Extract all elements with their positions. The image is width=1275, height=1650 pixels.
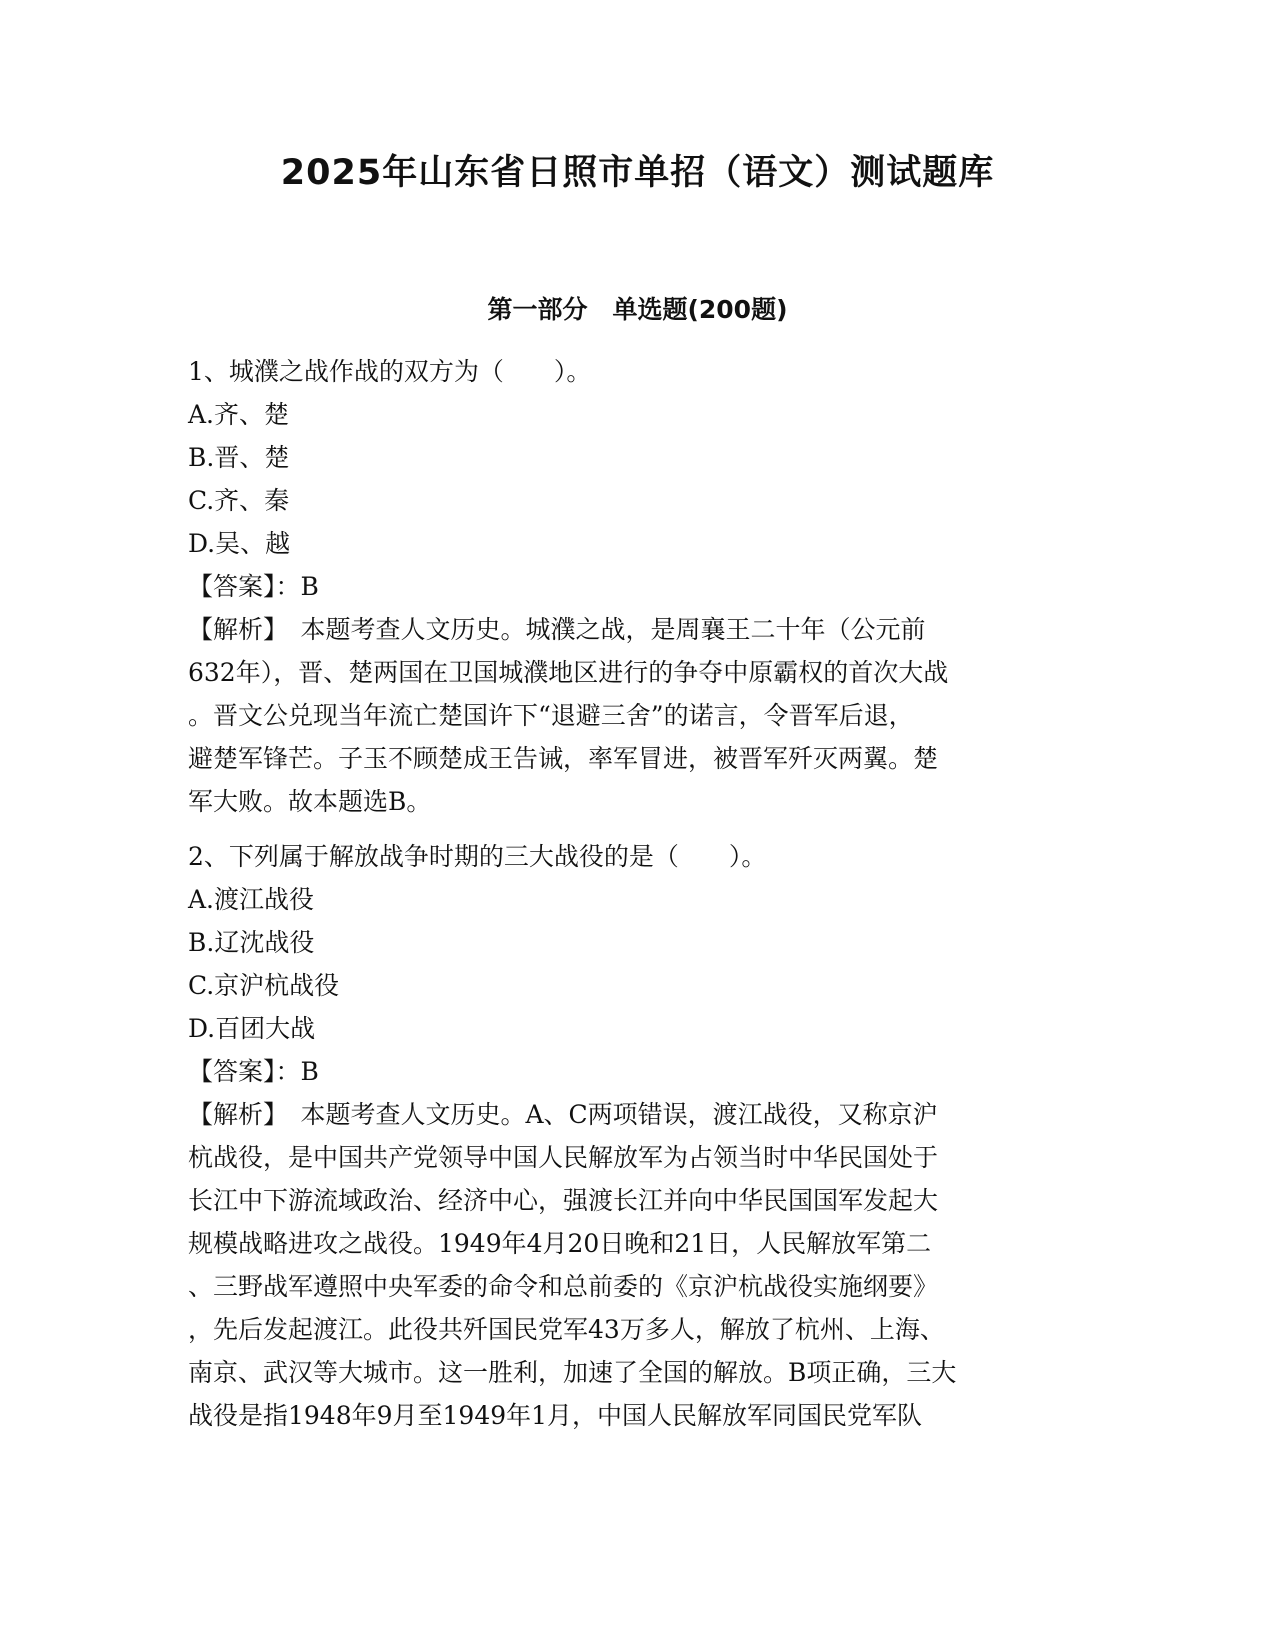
- document-title: 2025年山东省日照市单招（语文）测试题库: [280, 153, 995, 193]
- option-a: A.齐、楚: [188, 400, 290, 429]
- analysis-line: 南京、武汉等大城市。这一胜利，加速了全国的解放。B项正确，三大: [188, 1358, 957, 1387]
- analysis-line: 规模战略进攻之战役。1949年4月20日晚和21日，人民解放军第二: [188, 1229, 932, 1258]
- analysis-line: 军大败。故本题选B。: [188, 787, 432, 816]
- analysis-line: 【解析】 本题考查人文历史。城濮之战，是周襄王二十年（公元前: [188, 615, 926, 644]
- question-2: [188, 835, 1078, 1437]
- question-1: [188, 350, 1078, 823]
- option-d: D.百团大战: [188, 1014, 316, 1043]
- question-list: [188, 350, 1078, 1437]
- analysis-line: 战役是指1948年9月至1949年1月，中国人民解放军同国民党军队: [188, 1401, 923, 1430]
- section-title: 第一部分 单选题(200题): [487, 295, 788, 324]
- analysis-line: 避楚军锋芒。子玉不顾楚成王告诫，率军冒进，被晋军歼灭两翼。楚: [188, 744, 939, 773]
- analysis-line: 长江中下游流域政治、经济中心，强渡长江并向中华民国国军发起大: [188, 1186, 939, 1215]
- analysis-line: 【解析】 本题考查人文历史。A、C两项错误，渡江战役，又称京沪: [188, 1100, 938, 1129]
- option-b: B.晋、楚: [188, 443, 290, 472]
- option-c: C.京沪杭战役: [188, 971, 340, 1000]
- question-stem: 1、城濮之战作战的双方为（ ）。: [188, 357, 592, 386]
- question-spacer: [188, 823, 1078, 835]
- analysis-line: 、三野战军遵照中央军委的命令和总前委的《京沪杭战役实施纲要》: [188, 1272, 939, 1301]
- analysis-line: 杭战役，是中国共产党领导中国人民解放军为占领当时中华民国处于: [188, 1143, 939, 1172]
- answer: 【答案】：B: [188, 572, 319, 601]
- analysis-line: 。晋文公兑现当年流亡楚国许下“退避三舍”的诺言，令晋军后退，: [188, 701, 914, 730]
- option-a: A.渡江战役: [188, 885, 315, 914]
- question-stem: 2、下列属于解放战争时期的三大战役的是（ ）。: [188, 842, 767, 871]
- option-b: B.辽沈战役: [188, 928, 315, 957]
- option-d: D.吴、越: [188, 529, 291, 558]
- option-c: C.齐、秦: [188, 486, 290, 515]
- analysis-line: 632年），晋、楚两国在卫国城濮地区进行的争夺中原霸权的首次大战: [188, 658, 949, 687]
- analysis-line: ，先后发起渡江。此役共歼国民党军43万多人，解放了杭州、上海、: [188, 1315, 945, 1344]
- answer: 【答案】：B: [188, 1057, 319, 1086]
